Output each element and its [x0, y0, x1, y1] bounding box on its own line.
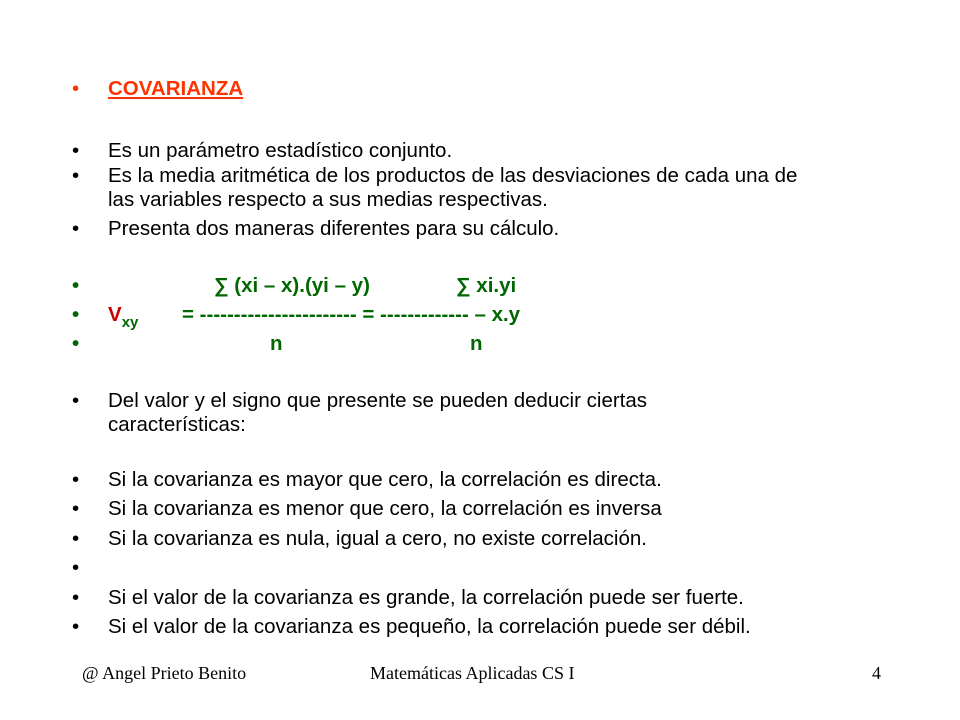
bullet: •: [72, 332, 80, 355]
bullet: •: [72, 77, 80, 100]
bullet: •: [72, 139, 80, 162]
footer-author: @ Angel Prieto Benito: [82, 663, 247, 683]
formula-numerator-1: ∑ (xi – x).(yi – y): [214, 274, 370, 297]
bullet-text: Es la media aritmética de los productos de las desviaciones de cada una de las variables respecto a sus medias respectivas.: [108, 164, 798, 211]
bullet-text: Si el valor de la covarianza es pequeño, la correlación puede ser débil.: [108, 615, 751, 638]
bullet: •: [72, 527, 80, 550]
bullet-text: Si la covarianza es mayor que cero, la correlación es directa.: [108, 468, 662, 491]
bullet-text: Del valor y el signo que presente se pueden deducir ciertas características:: [108, 389, 648, 436]
bullet: •: [72, 556, 80, 579]
bullet: •: [72, 586, 80, 609]
formula-fraction-line: = ----------------------- = ------------- – x.y: [182, 303, 521, 326]
formula-denominator-1: n: [270, 332, 283, 355]
bullet-item: [72, 389, 892, 437]
bullet-text: Si el valor de la covarianza es grande, la correlación puede ser fuerte.: [108, 586, 744, 609]
bullet-text: Si la covarianza es menor que cero, la correlación es inversa: [108, 497, 662, 520]
bullet: •: [72, 468, 80, 491]
v-subscript: xy: [121, 314, 139, 331]
bullet: •: [72, 615, 80, 638]
formula-numerator-2: ∑ xi.yi: [456, 274, 517, 297]
bullet: •: [72, 497, 80, 520]
bullet: •: [72, 164, 80, 187]
bullet-item: [72, 164, 892, 212]
v-letter: V: [108, 303, 122, 326]
footer-page-number: 4: [872, 663, 881, 683]
bullet-text: Presenta dos maneras diferentes para su cálculo.: [108, 217, 560, 240]
bullet: •: [72, 274, 80, 297]
formula-v-symbol: [108, 303, 138, 335]
bullet: •: [72, 217, 80, 240]
slide-title: COVARIANZA: [108, 77, 244, 100]
bullet-text: Es un parámetro estadístico conjunto.: [108, 139, 453, 162]
bullet: •: [72, 389, 80, 412]
bullet-text: Si la covarianza es nula, igual a cero, no existe correlación.: [108, 527, 647, 550]
formula-denominator-2: n: [470, 332, 483, 355]
footer-course: Matemáticas Aplicadas CS I: [370, 663, 575, 683]
bullet: •: [72, 303, 80, 326]
